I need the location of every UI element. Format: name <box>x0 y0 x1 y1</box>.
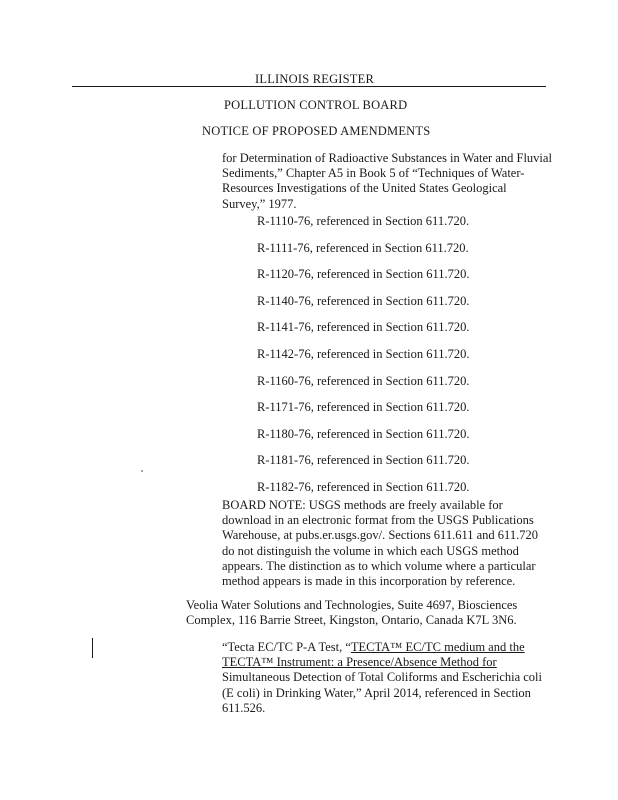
notice-title: NOTICE OF PROPOSED AMENDMENTS <box>202 124 431 138</box>
reference-item: R-1180-76, referenced in Section 611.720. <box>257 426 470 441</box>
reference-item: R-1120-76, referenced in Section 611.720. <box>257 267 470 282</box>
reference-item: R-1111-76, referenced in Section 611.720. <box>257 240 469 255</box>
reference-item: R-1141-76, referenced in Section 611.720. <box>257 320 470 335</box>
reference-item: R-1110-76, referenced in Section 611.720. <box>257 214 470 228</box>
reference-item: R-1140-76, referenced in Section 611.720. <box>257 293 470 308</box>
board-note: BOARD NOTE: USGS methods are freely available for download in an electronic format from the USGS Publications Warehouse, at pubs.er.usgs.gov/. Sections 611.611 and 611.720 do not distinguish the volume in which each USGS method appears. The distinction as to which volume where a particular method appears is made in this incorporation by reference. <box>222 498 538 589</box>
reference-item: R-1160-76, referenced in Section 611.720. <box>257 373 470 388</box>
register-title: ILLINOIS REGISTER <box>255 72 375 86</box>
tecta-underlined: TECTA™ EC/TC medium and the TECTA™ Instrument: a Presence/Absence Method for <box>222 640 525 670</box>
tecta-reference <box>222 640 552 716</box>
tecta-post: Simultaneous Detection of Total Coliforms and Escherichia coli (E coli) in Drinking Water,” April 2014, referenced in Section 611.526. <box>222 670 543 715</box>
veolia-address: Veolia Water Solutions and Technologies, Suite 4697, Biosciences Complex, 116 Barrie Street, Kingston, Ontario, Canada K7L 3N6. <box>186 598 518 628</box>
reference-item: R-1142-76, referenced in Section 611.720. <box>257 346 470 361</box>
reference-item: R-1182-76, referenced in Section 611.720. <box>257 479 470 494</box>
tecta-pre: “Tecta EC/TC P-A Test, “ <box>222 640 351 654</box>
header-rule <box>72 86 546 87</box>
reference-item: R-1181-76, referenced in Section 611.720. <box>257 453 470 468</box>
reference-list <box>257 214 470 507</box>
change-bar <box>92 638 93 658</box>
continuation-paragraph: for Determination of Radioactive Substances in Water and Fluvial Sediments,” Chapter A5 in Book 5 of “Techniques of Water-Resources Investigations of the United States Geological Survey,” 1977. <box>222 151 552 211</box>
scan-speck <box>141 470 143 472</box>
reference-item: R-1171-76, referenced in Section 611.720. <box>257 400 470 415</box>
board-name: POLLUTION CONTROL BOARD <box>224 98 408 112</box>
